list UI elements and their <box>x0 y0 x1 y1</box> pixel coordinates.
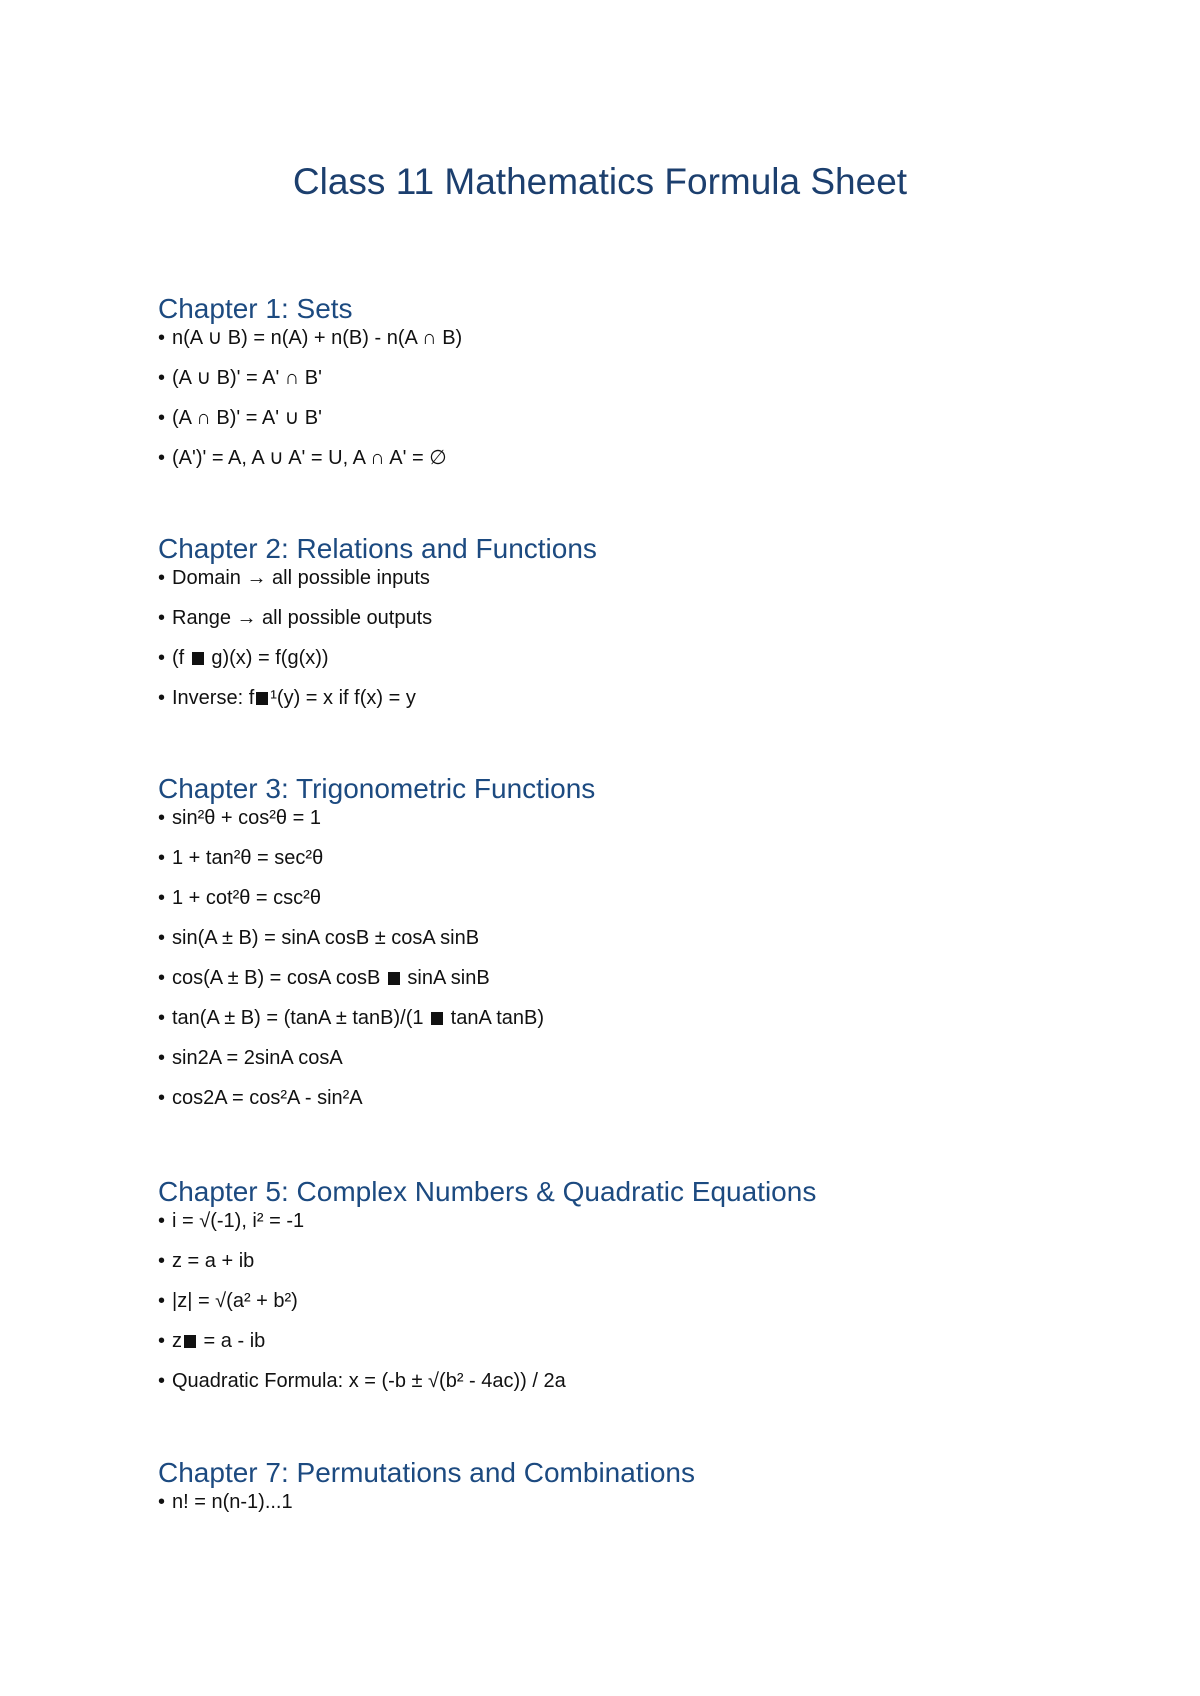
formula-text: Range → all possible outputs <box>172 607 433 629</box>
bullet: • <box>158 1047 166 1069</box>
section-heading: Chapter 3: Trigonometric Functions <box>158 773 596 804</box>
formula-text: (f g)(x) = f(g(x)) <box>172 647 329 669</box>
formula-text: Quadratic Formula: x = (-b ± √(b² - 4ac)) / 2a <box>172 1370 566 1392</box>
formula-text: (A ∪ B)' = A' ∩ B' <box>172 367 322 389</box>
list-item <box>158 1086 1118 1126</box>
list-item <box>158 406 1118 446</box>
bullet: • <box>158 567 166 589</box>
formula-text: z = a - ib <box>172 1330 266 1352</box>
missing-glyph-square <box>184 1335 196 1348</box>
page-title: Class 11 Mathematics Formula Sheet <box>292 161 908 202</box>
section-chapter-7-permutations-combinations <box>158 1456 1118 1530</box>
bullet: • <box>158 887 166 909</box>
formula-list <box>158 326 1118 486</box>
list-item <box>158 806 1118 846</box>
bullet: • <box>158 967 166 989</box>
list-item <box>158 1369 1118 1409</box>
bullet: • <box>158 407 166 429</box>
list-item <box>158 1329 1118 1369</box>
list-item <box>158 846 1118 886</box>
formula-text: sin2A = 2sinA cosA <box>172 1047 343 1069</box>
formula-list <box>158 806 1118 1126</box>
bullet: • <box>158 927 166 949</box>
list-item <box>158 1046 1118 1086</box>
section-heading: Chapter 5: Complex Numbers & Quadratic Equations <box>158 1176 817 1207</box>
formula-text: sin²θ + cos²θ = 1 <box>172 807 321 829</box>
formula-list <box>158 1209 1118 1409</box>
bullet: • <box>158 807 166 829</box>
bullet: • <box>158 647 166 669</box>
list-item <box>158 366 1118 406</box>
formula-text: tan(A ± B) = (tanA ± tanB)/(1 tanA tanB) <box>172 1007 545 1029</box>
formula-text: 1 + cot²θ = csc²θ <box>172 887 321 909</box>
formula-text: sin(A ± B) = sinA cosB ± cosA sinB <box>172 927 480 949</box>
bullet: • <box>158 1007 166 1029</box>
list-item <box>158 1249 1118 1289</box>
section-chapter-1-sets <box>158 292 1118 486</box>
bullet: • <box>158 1087 166 1109</box>
section-chapter-5-complex-numbers <box>158 1175 1118 1409</box>
bullet: • <box>158 1290 166 1312</box>
list-item <box>158 606 1118 646</box>
formula-text: Domain → all possible inputs <box>172 567 430 589</box>
formula-text: Inverse: f ¹(y) = x if f(x) = y <box>172 687 416 709</box>
list-item <box>158 926 1118 966</box>
section-heading: Chapter 7: Permutations and Combinations <box>158 1457 695 1488</box>
section-heading: Chapter 2: Relations and Functions <box>158 533 597 564</box>
list-item <box>158 1490 1118 1530</box>
list-item <box>158 1006 1118 1046</box>
missing-glyph-square <box>256 692 268 705</box>
bullet: • <box>158 367 166 389</box>
section-chapter-3-trigonometric-functions <box>158 772 1118 1126</box>
bullet: • <box>158 847 166 869</box>
formula-text: n! = n(n-1)...1 <box>172 1491 293 1513</box>
formula-text: (A')' = A, A ∪ A' = U, A ∩ A' = ∅ <box>172 447 447 469</box>
list-item <box>158 646 1118 686</box>
list-item <box>158 1209 1118 1249</box>
list-item <box>158 326 1118 366</box>
missing-glyph-square <box>388 972 400 985</box>
bullet: • <box>158 447 166 469</box>
formula-list <box>158 1490 1118 1530</box>
list-item <box>158 886 1118 926</box>
formula-text: cos(A ± B) = cosA cosB sinA sinB <box>172 967 490 989</box>
formula-text: cos2A = cos²A - sin²A <box>172 1087 363 1109</box>
bullet: • <box>158 1370 166 1392</box>
formula-text: i = √(-1), i² = -1 <box>172 1210 305 1232</box>
missing-glyph-square <box>431 1012 443 1025</box>
formula-list <box>158 566 1118 726</box>
section-heading: Chapter 1: Sets <box>158 293 353 324</box>
bullet: • <box>158 1491 166 1513</box>
bullet: • <box>158 1250 166 1272</box>
formula-text: z = a + ib <box>172 1250 255 1272</box>
list-item <box>158 446 1118 486</box>
list-item <box>158 566 1118 606</box>
bullet: • <box>158 1330 166 1352</box>
list-item <box>158 686 1118 726</box>
bullet: • <box>158 1210 166 1232</box>
formula-text: |z| = √(a² + b²) <box>172 1290 298 1312</box>
missing-glyph-square <box>192 652 204 665</box>
list-item <box>158 966 1118 1006</box>
section-chapter-2-relations-functions <box>158 532 1118 726</box>
formula-text: 1 + tan²θ = sec²θ <box>172 847 324 869</box>
bullet: • <box>158 327 166 349</box>
list-item <box>158 1289 1118 1329</box>
bullet: • <box>158 607 166 629</box>
bullet: • <box>158 687 166 709</box>
formula-text: (A ∩ B)' = A' ∪ B' <box>172 407 322 429</box>
formula-text: n(A ∪ B) = n(A) + n(B) - n(A ∩ B) <box>172 327 463 349</box>
